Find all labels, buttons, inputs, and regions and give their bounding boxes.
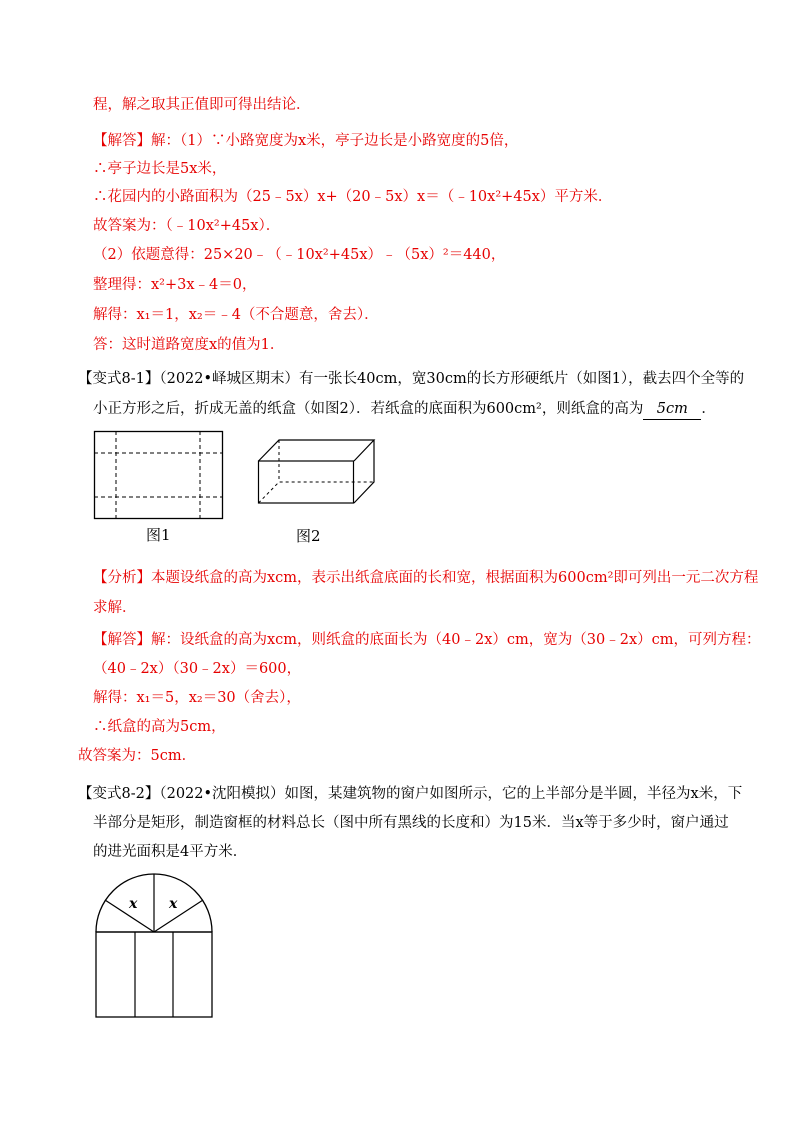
question-text-line: 半部分是矩形，制造窗框的材料总长（图中所有黑线的长度和）为15米．当x等于多少时，窗户通过 bbox=[93, 815, 729, 831]
question-text: ． bbox=[701, 401, 716, 417]
solution-text-line: 【解答】解：（1）∵小路宽度为x米，亭子边长是小路宽度的5倍， bbox=[93, 133, 519, 149]
figure-1-caption: 图1 bbox=[146, 526, 171, 544]
figure-2-caption: 图2 bbox=[296, 527, 321, 545]
solution-text-line: 答：这时道路宽度x的值为1． bbox=[93, 337, 285, 353]
solution-text-line: （40﹣2x）（30﹣2x）＝600， bbox=[93, 661, 302, 677]
solution-text-line: 程，解之取其正值即可得出结论． bbox=[93, 97, 311, 113]
answer-blank: 5cm bbox=[643, 399, 701, 420]
radius-label-right: x bbox=[169, 896, 178, 912]
cardboard-outline bbox=[95, 432, 223, 519]
box-top-edges bbox=[259, 440, 375, 461]
question-text-line bbox=[93, 399, 716, 420]
solution-text-line: 【解答】解：设纸盒的高为xcm，则纸盒的底面长为（40﹣2x）cm，宽为（30﹣2x）cm，可列方程： bbox=[93, 632, 761, 648]
window-figure bbox=[95, 870, 215, 1020]
figure-1-cardboard bbox=[94, 431, 224, 521]
question-text-line: 【变式8-1】（2022•峄城区期末）有一张长40cm，宽30cm的长方形硬纸片（如图1），截去四个全等的 bbox=[78, 371, 745, 387]
radius-line bbox=[154, 900, 203, 932]
question-text: 小正方形之后，折成无盖的纸盒（如图2）．若纸盒的底面积为600cm²，则纸盒的高为 bbox=[93, 401, 644, 417]
solution-text-line: 解得：x₁＝5，x₂＝30（舍去）， bbox=[93, 690, 301, 706]
solution-text-line: ∴亭子边长是5x米， bbox=[93, 161, 227, 177]
radius-label-left: x bbox=[129, 896, 138, 912]
figure-2-box bbox=[258, 437, 378, 507]
solution-text-line: ∴纸盒的高为5cm， bbox=[93, 719, 226, 735]
solution-text-line: ∴花园内的小路面积为（25﹣5x）x+（20﹣5x）x＝（﹣10x²+45x）平方米． bbox=[93, 189, 613, 205]
question-text-line: 【变式8-2】（2022•沈阳模拟）如图，某建筑物的窗户如图所示，它的上半部分是半圆，半径为x米，下 bbox=[78, 786, 743, 802]
solution-text-line: （2）依题意得：25×20﹣（﹣10x²+45x）﹣（5x）²＝440， bbox=[93, 247, 506, 263]
window-rectangle bbox=[96, 932, 212, 1017]
analysis-text-line: 【分析】本题设纸盒的高为xcm，表示出纸盒底面的长和宽，根据面积为600cm²即可列出一元二次方程 bbox=[93, 570, 759, 586]
solution-text-line: 解得：x₁＝1，x₂＝﹣4（不合题意，舍去）． bbox=[93, 307, 379, 323]
box-side-edges bbox=[354, 440, 374, 503]
analysis-text-line: 求解． bbox=[93, 600, 137, 616]
solution-text-line: 故答案为：（﹣10x²+45x）． bbox=[93, 218, 281, 234]
question-text-line: 的进光面积是4平方米． bbox=[93, 844, 248, 860]
solution-text-line: 整理得：x²+3x﹣4＝0， bbox=[93, 277, 257, 293]
solution-text-line: 故答案为：5cm． bbox=[78, 748, 197, 764]
